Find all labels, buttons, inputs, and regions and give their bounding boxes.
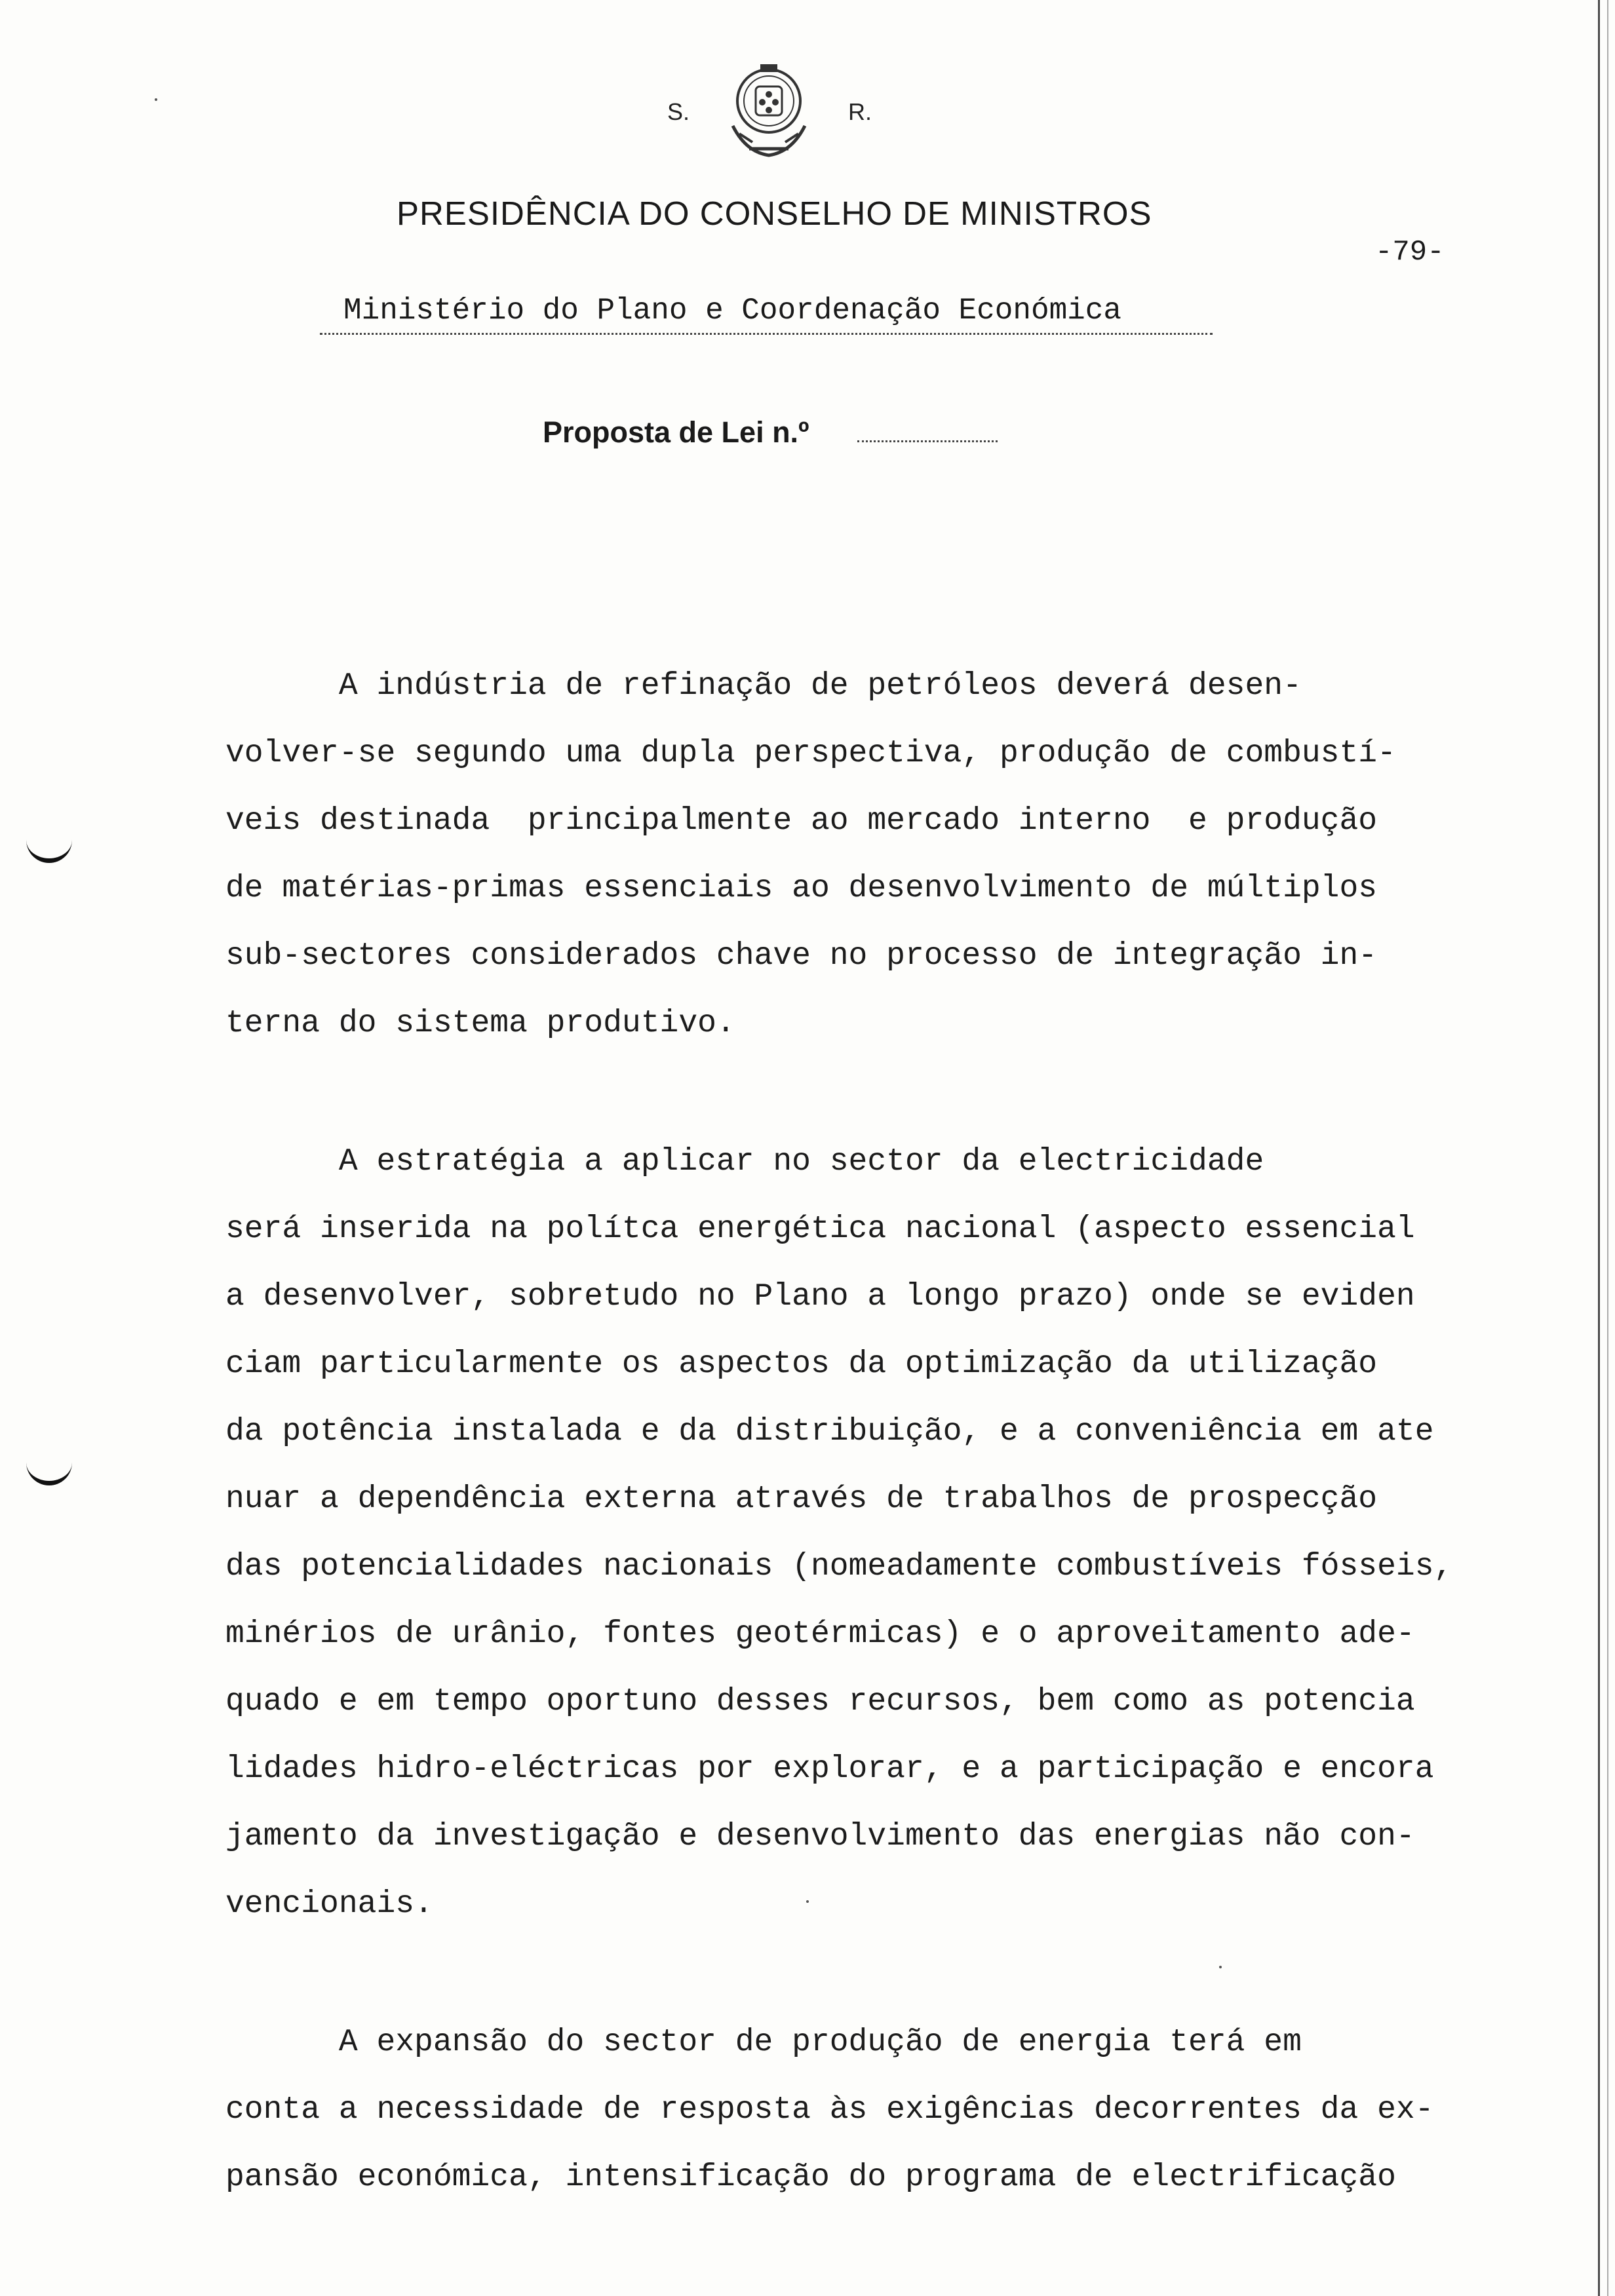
text-line: a desenvolver, sobretudo no Plano a longo prazo) onde se eviden [225, 1279, 1415, 1314]
paragraph-spacer [225, 1938, 1563, 2009]
text-line: lidades hidro-eléctricas por explorar, e a participação e encora [225, 1751, 1434, 1787]
margin-hole-punch-mark [26, 1455, 72, 1485]
ministerio-heading: Ministério do Plano e Coordenação Económica [343, 294, 1121, 328]
scan-speck [806, 1900, 809, 1903]
text-line: ciam particularmente os aspectos da optimização da utilização [225, 1347, 1378, 1382]
text-line: vencionais. [225, 1886, 433, 1922]
text-line: A expansão do sector de produção de energia terá em [225, 2025, 1302, 2060]
text-line: jamento da investigação e desenvolvimento das energias não con- [225, 1819, 1415, 1854]
text-line: volver-se segundo uma dupla perspectiva, produção de combustí- [225, 736, 1396, 771]
body-text [225, 653, 1563, 2211]
header-s-letter: S. [667, 98, 690, 125]
margin-hole-punch-mark [26, 832, 72, 863]
text-line: nuar a dependência externa através de trabalhos de prospecção [225, 1482, 1378, 1517]
text-line: conta a necessidade de resposta às exigências decorrentes da ex- [225, 2092, 1434, 2128]
text-line: pansão económica, intensificação do programa de electrificação [225, 2160, 1396, 2195]
proposta-number-blank [857, 440, 998, 442]
text-line: da potência instalada e da distribuição, e a conveniência em ate [225, 1414, 1434, 1449]
page-number: -79- [1375, 236, 1445, 269]
scan-speck [1219, 1966, 1222, 1968]
presidencia-heading: PRESIDÊNCIA DO CONSELHO DE MINISTROS [397, 195, 1152, 232]
paragraph-spacer [225, 1058, 1563, 1128]
text-line: será inserida na polítca energética nacional (aspecto essencial [225, 1212, 1415, 1247]
header-r-letter: R. [848, 98, 872, 125]
text-line: A indústria de refinação de petróleos deverá desen- [225, 668, 1302, 704]
text-line: quado e em tempo oportuno desses recursos, bem como as potencia [225, 1684, 1415, 1719]
coat-of-arms-seal-icon [720, 60, 818, 165]
text-line: A estratégia a aplicar no sector da electricidade [225, 1144, 1264, 1179]
text-line: de matérias-primas essenciais ao desenvolvimento de múltiplos [225, 871, 1378, 906]
page-edge-line-secondary [1607, 0, 1608, 2296]
ministerio-dotted-rule [320, 333, 1213, 335]
proposta-de-lei-label: Proposta de Lei n.º [543, 415, 809, 449]
text-line: minérios de urânio, fontes geotérmicas) e o aproveitamento ade- [225, 1617, 1415, 1652]
paragraph-1 [225, 653, 1563, 1058]
paragraph-2 [225, 1128, 1563, 1938]
paragraph-3 [225, 2009, 1563, 2211]
text-line: sub-sectores considerados chave no processo de integração in- [225, 938, 1378, 974]
text-line: terna do sistema produtivo. [225, 1006, 735, 1041]
scan-speck [155, 98, 157, 101]
text-line: veis destinada principalmente ao mercado interno e produção [225, 803, 1378, 839]
page-edge-line [1598, 0, 1600, 2296]
text-line: das potencialidades nacionais (nomeadamente combustíveis fósseis, [225, 1549, 1453, 1584]
